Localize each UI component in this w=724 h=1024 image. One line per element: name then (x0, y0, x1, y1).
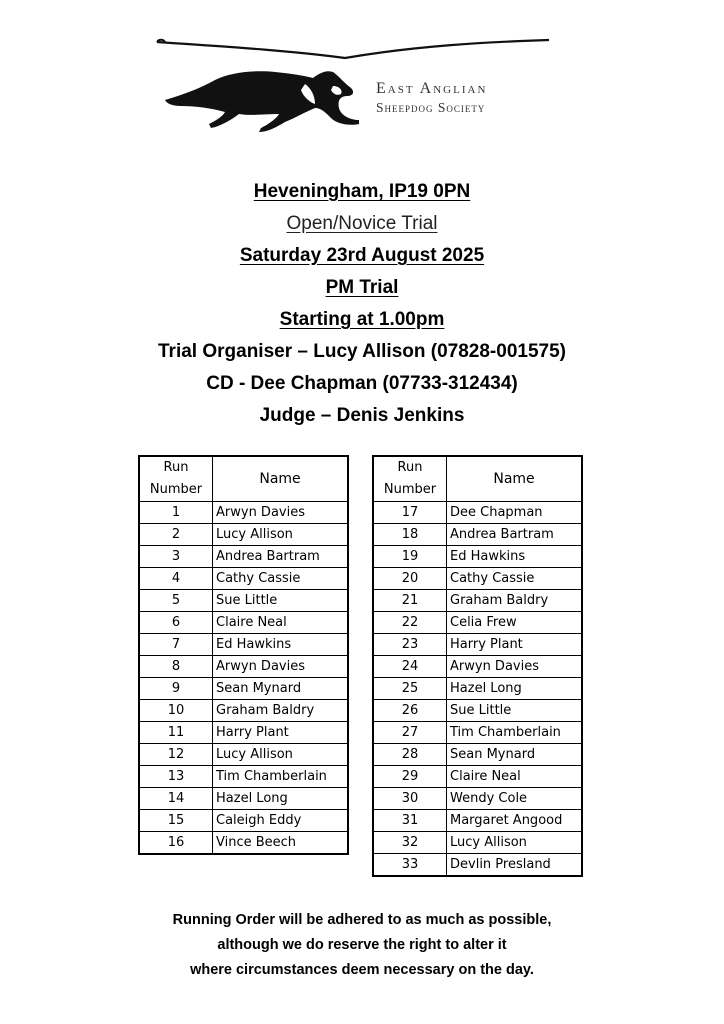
handler-name-cell: Claire Neal (447, 766, 583, 788)
run-number-cell: 29 (373, 766, 447, 788)
handler-name-cell: Devlin Presland (447, 854, 583, 877)
handler-name-cell: Caleigh Eddy (213, 810, 349, 832)
run-number-header (373, 456, 447, 502)
handler-name-cell: Lucy Allison (447, 832, 583, 854)
run-number-cell: 14 (139, 788, 213, 810)
name-header: Name (447, 456, 583, 502)
start-time-heading: Starting at 1.00pm (279, 309, 445, 330)
table-row (373, 634, 582, 656)
table-row (139, 810, 348, 832)
handler-name-cell: Hazel Long (447, 678, 583, 700)
handler-name-cell: Sue Little (213, 590, 349, 612)
run-number-cell: 6 (139, 612, 213, 634)
session-heading: PM Trial (325, 277, 399, 298)
run-number-cell: 19 (373, 546, 447, 568)
footer-line3: where circumstances deem necessary on the day. (190, 962, 534, 978)
run-number-cell: 22 (373, 612, 447, 634)
handler-name-cell: Harry Plant (447, 634, 583, 656)
footer-note (0, 908, 724, 983)
society-logo (155, 36, 555, 140)
table-header-row (139, 456, 348, 502)
run-number-cell: 33 (373, 854, 447, 877)
run-number-cell: 5 (139, 590, 213, 612)
run-number-cell: 1 (139, 502, 213, 524)
handler-name-cell: Vince Beech (213, 832, 349, 855)
run-number-cell: 31 (373, 810, 447, 832)
handler-name-cell: Tim Chamberlain (213, 766, 349, 788)
table-row (139, 524, 348, 546)
run-number-cell: 18 (373, 524, 447, 546)
run-number-header-line2: Number (383, 482, 437, 497)
table-row (139, 612, 348, 634)
handler-name-cell: Dee Chapman (447, 502, 583, 524)
table-row (139, 590, 348, 612)
name-header: Name (213, 456, 349, 502)
run-number-cell: 10 (139, 700, 213, 722)
table-row (373, 546, 582, 568)
handler-name-cell: Sean Mynard (447, 744, 583, 766)
run-number-cell: 25 (373, 678, 447, 700)
cd-line: CD - Dee Chapman (07733-312434) (206, 373, 518, 394)
society-name-line1: East Anglian (376, 80, 488, 97)
handler-name-cell: Arwyn Davies (447, 656, 583, 678)
run-number-cell: 20 (373, 568, 447, 590)
table-row (373, 832, 582, 854)
run-number-header-line1: Run (163, 460, 189, 475)
run-number-cell: 27 (373, 722, 447, 744)
handler-name-cell: Andrea Bartram (213, 546, 349, 568)
handler-name-cell: Arwyn Davies (213, 656, 349, 678)
footer-line1: Running Order will be adhered to as much as possible, (172, 912, 552, 928)
run-number-cell: 9 (139, 678, 213, 700)
date-heading: Saturday 23rd August 2025 (239, 245, 485, 266)
run-number-cell: 30 (373, 788, 447, 810)
table-row (373, 612, 582, 634)
run-number-cell: 32 (373, 832, 447, 854)
running-order-table-right (372, 455, 583, 877)
run-number-cell: 16 (139, 832, 213, 855)
run-number-header (139, 456, 213, 502)
run-number-cell: 17 (373, 502, 447, 524)
run-number-cell: 15 (139, 810, 213, 832)
handler-name-cell: Andrea Bartram (447, 524, 583, 546)
handler-name-cell: Graham Baldry (447, 590, 583, 612)
run-number-cell: 11 (139, 722, 213, 744)
trial-type-heading: Open/Novice Trial (286, 213, 438, 234)
sheepdog-logo-icon (155, 36, 555, 140)
table-row (373, 766, 582, 788)
table-row (373, 678, 582, 700)
run-number-cell: 3 (139, 546, 213, 568)
table-row (373, 810, 582, 832)
table-row (139, 700, 348, 722)
table-row (139, 744, 348, 766)
table-row (139, 634, 348, 656)
table-row (373, 568, 582, 590)
run-number-cell: 2 (139, 524, 213, 546)
handler-name-cell: Lucy Allison (213, 524, 349, 546)
table-row (373, 854, 582, 877)
handler-name-cell: Ed Hawkins (213, 634, 349, 656)
handler-name-cell: Arwyn Davies (213, 502, 349, 524)
handler-name-cell: Celia Frew (447, 612, 583, 634)
table-row (139, 788, 348, 810)
run-number-cell: 28 (373, 744, 447, 766)
handler-name-cell: Ed Hawkins (447, 546, 583, 568)
run-number-cell: 7 (139, 634, 213, 656)
table-row (139, 568, 348, 590)
society-name (376, 80, 487, 116)
handler-name-cell: Cathy Cassie (213, 568, 349, 590)
organiser-line: Trial Organiser – Lucy Allison (07828-001575) (158, 341, 566, 362)
run-number-cell: 4 (139, 568, 213, 590)
table-row (139, 656, 348, 678)
judge-line: Judge – Denis Jenkins (259, 405, 465, 426)
handler-name-cell: Margaret Angood (447, 810, 583, 832)
table-row (139, 722, 348, 744)
table-row (373, 590, 582, 612)
table-header-row (373, 456, 582, 502)
run-number-cell: 8 (139, 656, 213, 678)
handler-name-cell: Harry Plant (213, 722, 349, 744)
table-row (139, 502, 348, 524)
run-number-cell: 21 (373, 590, 447, 612)
handler-name-cell: Graham Baldry (213, 700, 349, 722)
handler-name-cell: Sue Little (447, 700, 583, 722)
table-row (373, 656, 582, 678)
handler-name-cell: Tim Chamberlain (447, 722, 583, 744)
table-row (373, 524, 582, 546)
handler-name-cell: Claire Neal (213, 612, 349, 634)
run-number-header-line2: Number (149, 482, 203, 497)
handler-name-cell: Hazel Long (213, 788, 349, 810)
trial-details (0, 176, 724, 432)
table-row (373, 788, 582, 810)
table-row (373, 700, 582, 722)
running-order-table-left (138, 455, 349, 855)
table-row (139, 832, 348, 855)
run-number-cell: 12 (139, 744, 213, 766)
run-number-cell: 13 (139, 766, 213, 788)
table-row (373, 744, 582, 766)
handler-name-cell: Wendy Cole (447, 788, 583, 810)
table-row (373, 502, 582, 524)
run-number-cell: 23 (373, 634, 447, 656)
handler-name-cell: Lucy Allison (213, 744, 349, 766)
location-heading: Heveningham, IP19 0PN (253, 181, 471, 202)
handler-name-cell: Cathy Cassie (447, 568, 583, 590)
society-name-line2: Sheepdog Society (376, 100, 486, 115)
table-row (139, 678, 348, 700)
footer-line2: although we do reserve the right to alter it (217, 937, 507, 953)
table-row (373, 722, 582, 744)
run-number-cell: 24 (373, 656, 447, 678)
table-row (139, 546, 348, 568)
handler-name-cell: Sean Mynard (213, 678, 349, 700)
run-number-header-line1: Run (397, 460, 423, 475)
run-number-cell: 26 (373, 700, 447, 722)
table-row (139, 766, 348, 788)
